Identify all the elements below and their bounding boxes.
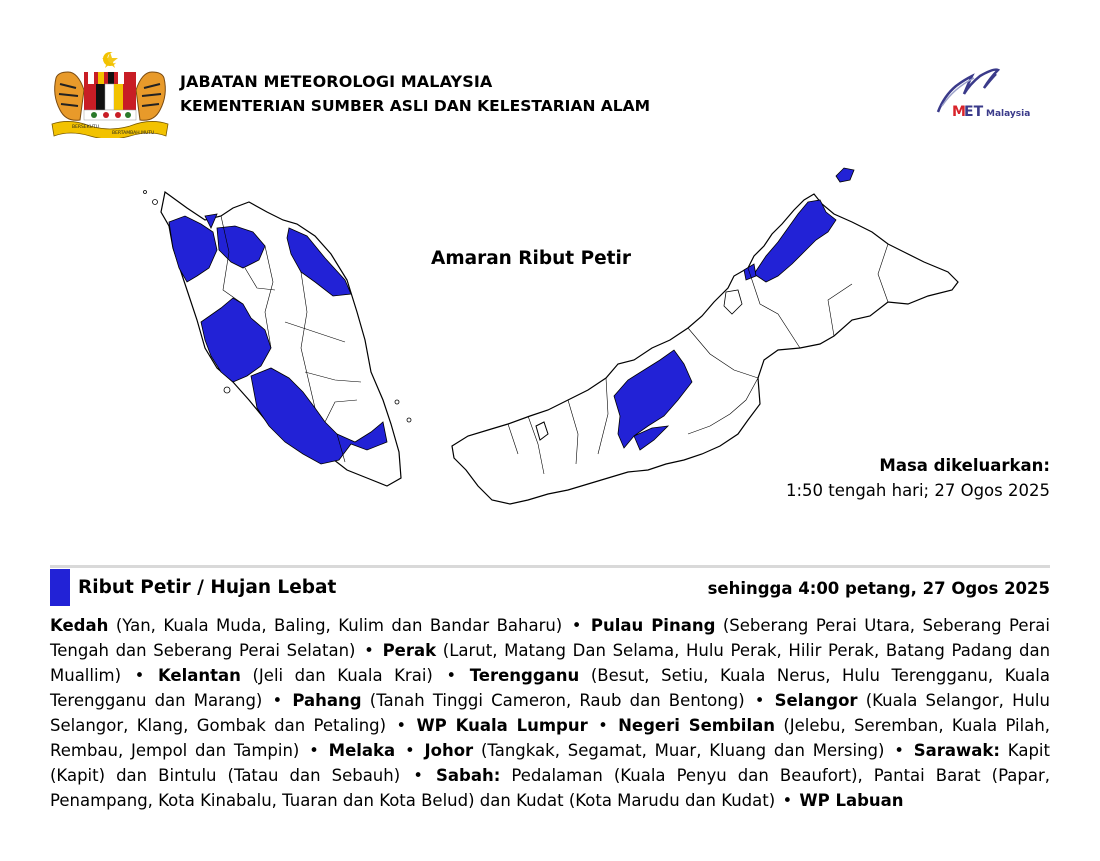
state-name: Perak	[382, 641, 437, 660]
org-name: JABATAN METEOROLOGI MALAYSIA	[180, 72, 493, 91]
warning-valid-until: sehingga 4:00 petang, 27 Ogos 2025	[707, 579, 1050, 598]
state-name: Kedah	[50, 616, 109, 635]
district-list: (Besut, Setiu, Kuala Nerus, Hulu Terengganu, Kuala Terengganu dan Marang)	[50, 666, 1050, 710]
svg-text:ET: ET	[964, 104, 984, 120]
state-name: Sarawak:	[913, 741, 1001, 760]
area-item	[292, 691, 744, 710]
svg-text:BERTAMBAH MUTU: BERTAMBAH MUTU	[112, 131, 155, 136]
area-item	[158, 666, 433, 685]
state-name: Kelantan	[157, 666, 241, 685]
state-name: Melaka	[328, 741, 396, 760]
district-list: Kapit (Kapit) dan Bintulu (Tatau dan Sebauh)	[50, 741, 1050, 785]
district-list: Pedalaman (Kuala Penyu dan Beaufort), Pantai Barat (Papar, Penampang, Kota Kinabalu, Tuaran dan Kota Belud) dan Kudat (Kota Marudu dan Kudat)	[50, 766, 1050, 810]
ministry-name: KEMENTERIAN SUMBER ASLI DAN KELESTARIAN ALAM	[180, 97, 651, 115]
district-list: (Jelebu, Seremban, Kuala Pilah, Rembau, Jempol dan Tampin)	[50, 716, 1051, 760]
district-list: (Seberang Perai Utara, Seberang Perai Tengah dan Seberang Perai Selatan)	[50, 616, 1051, 660]
state-name: Sabah:	[436, 766, 501, 785]
state-name: Johor	[424, 741, 474, 760]
area-item	[329, 741, 396, 760]
area-item	[416, 716, 587, 735]
district-list: (Tanah Tinggi Cameron, Raub dan Bentong)	[369, 691, 745, 710]
svg-text:M: M	[952, 104, 966, 120]
state-name: Pulau Pinang	[590, 616, 716, 635]
warning-color-swatch	[50, 569, 70, 606]
district-list: (Larut, Matang Dan Selama, Hulu Perak, Hilir Perak, Batang Padang dan Muallim)	[50, 641, 1051, 685]
svg-text:Malaysia: Malaysia	[986, 109, 1031, 119]
state-name: Selangor	[774, 691, 858, 710]
district-list: (Yan, Kuala Muda, Baling, Kulim dan Bandar Baharu)	[115, 616, 563, 635]
issued-time-value: 1:50 tengah hari; 27 Ogos 2025	[785, 481, 1050, 500]
area-item	[424, 741, 884, 760]
district-list: (Tangkak, Segamat, Muar, Kluang dan Mersing)	[480, 741, 885, 760]
coat-of-arms-logo	[50, 50, 170, 138]
state-name: Terengganu	[469, 666, 580, 685]
map-title: Amaran Ribut Petir	[431, 248, 631, 269]
state-name: Pahang	[292, 691, 362, 710]
peninsular-malaysia-map	[125, 172, 420, 492]
state-name: WP Kuala Lumpur	[416, 716, 588, 735]
svg-text:BERSEKUTU: BERSEKUTU	[72, 125, 99, 130]
area-item	[50, 616, 562, 635]
district-list: (Kuala Selangor, Hulu Selangor, Klang, Gombak dan Petaling)	[50, 691, 1050, 735]
warning-type: Ribut Petir / Hujan Lebat	[78, 577, 337, 598]
affected-areas-list: Kedah (Yan, Kuala Muda, Baling, Kulim dan Bandar Baharu) • Pulau Pinang (Seberang Perai Utara, Seberang Perai Tengah dan Seberang Perai Selatan) • Perak (Larut, Matang Dan Selama, Hulu Perak, Hilir Perak, Batang Padang dan Muallim) • Kelantan (Jeli dan Kuala Krai) • Terengganu (Besut, Setiu, Kuala Nerus, Hulu Terengganu, Kuala Terengganu dan Marang) • Pahang (Tanah Tinggi Cameron, Raub dan Bentong) • Selangor (Kuala Selangor, Hulu Selangor, Klang, Gombak dan Petaling) • WP Kuala Lumpur • Negeri Sembilan (Jelebu, Seremban, Kuala Pilah, Rembau, Jempol dan Tampin) • Melaka • Johor (Tangkak, Segamat, Muar, Kluang dan Mersing) • Sarawak: Kapit (Kapit) dan Bintulu (Tatau dan Sebauh) • Sabah: Pedalaman (Kuala Penyu dan Beaufort), Pantai Barat (Papar, Penampang, Kota Kinabalu, Tuaran dan Kota Belud) dan Kudat (Kota Marudu dan Kudat) • WP Labuan	[50, 616, 1051, 810]
area-item	[799, 791, 903, 810]
state-name: WP Labuan	[799, 791, 904, 810]
district-list: (Jeli dan Kuala Krai)	[252, 666, 433, 685]
met-malaysia-logo	[934, 66, 1048, 122]
state-name: Negeri Sembilan	[618, 716, 776, 735]
issued-time-label: Masa dikeluarkan:	[879, 456, 1050, 475]
section-divider	[50, 565, 1050, 568]
